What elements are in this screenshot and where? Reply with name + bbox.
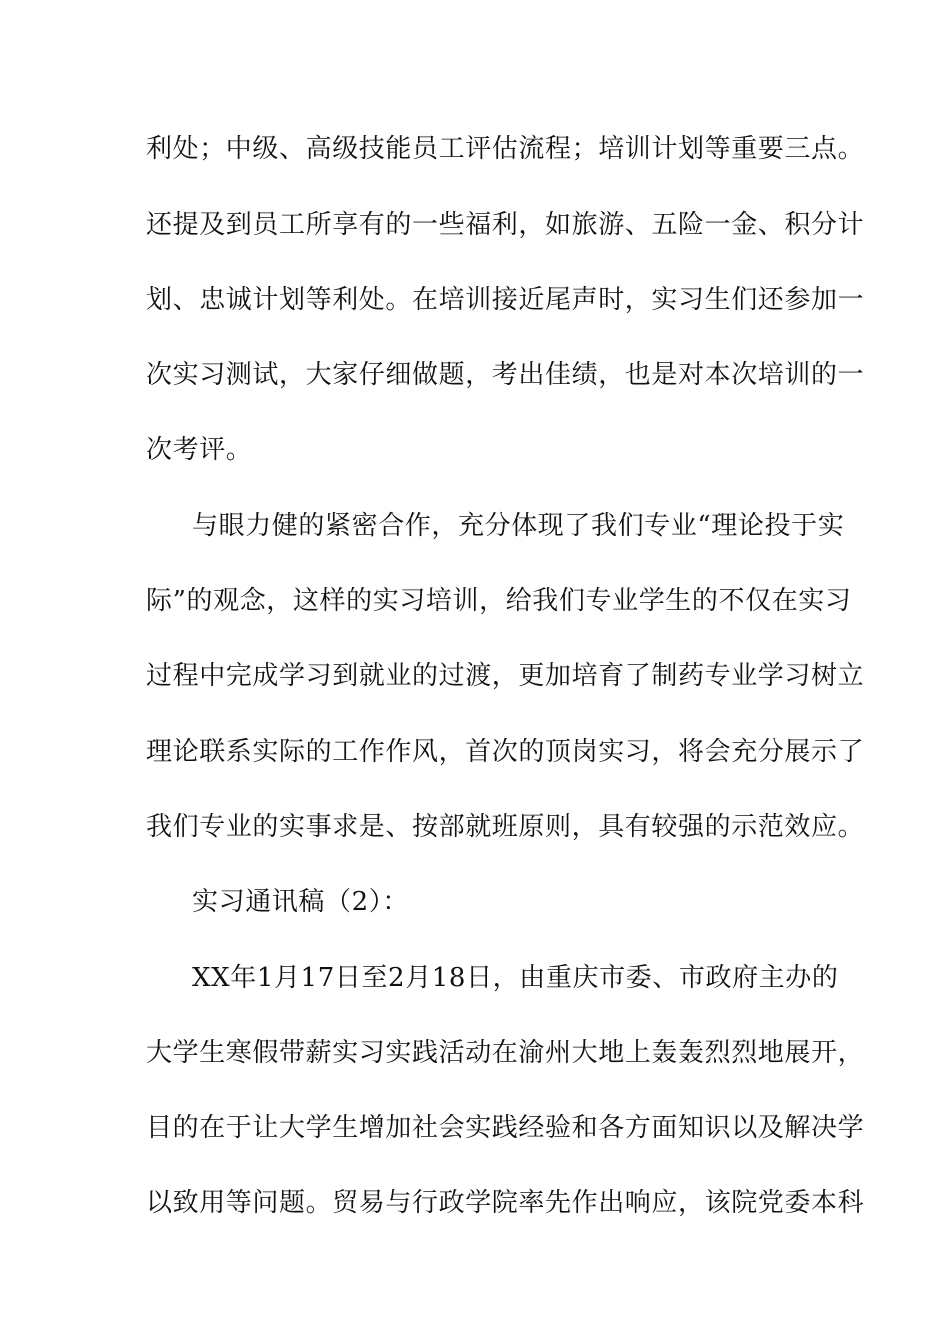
text-line: 次实习测试，大家仔细做题，考出佳绩，也是对本次培训的一 [146, 360, 865, 390]
text-line: XX年1月17日至2月18日，由重庆市委、市政府主办的 [192, 963, 839, 993]
text-line: 过程中完成学习到就业的过渡，更加培育了制药专业学习树立 [146, 661, 865, 691]
text-line: 际”的观念，这样的实习培训，给我们专业学生的不仅在实习 [146, 586, 852, 616]
text-line: 与眼力健的紧密合作，充分体现了我们专业“理论投于实 [192, 511, 845, 541]
text-line: 以致用等问题。贸易与行政学院率先作出响应，该院党委本科 [146, 1188, 865, 1218]
text-line: 大学生寒假带薪实习实践活动在渝州大地上轰轰烈烈地展开， [146, 1038, 865, 1068]
text-line: 还提及到员工所享有的一些福利，如旅游、五险一金、积分计 [146, 210, 865, 240]
text-line: 划、忠诚计划等利处。在培训接近尾声时，实习生们还参加一 [146, 285, 865, 315]
text-line: 理论联系实际的工作作风，首次的顶岗实习，将会充分展示了 [146, 737, 865, 767]
text-line: 次考评。 [146, 435, 253, 465]
text-line: 目的在于让大学生增加社会实践经验和各方面知识以及解决学 [146, 1113, 865, 1143]
section-heading: 实习通讯稿（2）： [192, 887, 409, 917]
text-line: 利处；中级、高级技能员工评估流程；培训计划等重要三点。 [146, 134, 865, 164]
text-line: 我们专业的实事求是、按部就班原则，具有较强的示范效应。 [146, 812, 865, 842]
